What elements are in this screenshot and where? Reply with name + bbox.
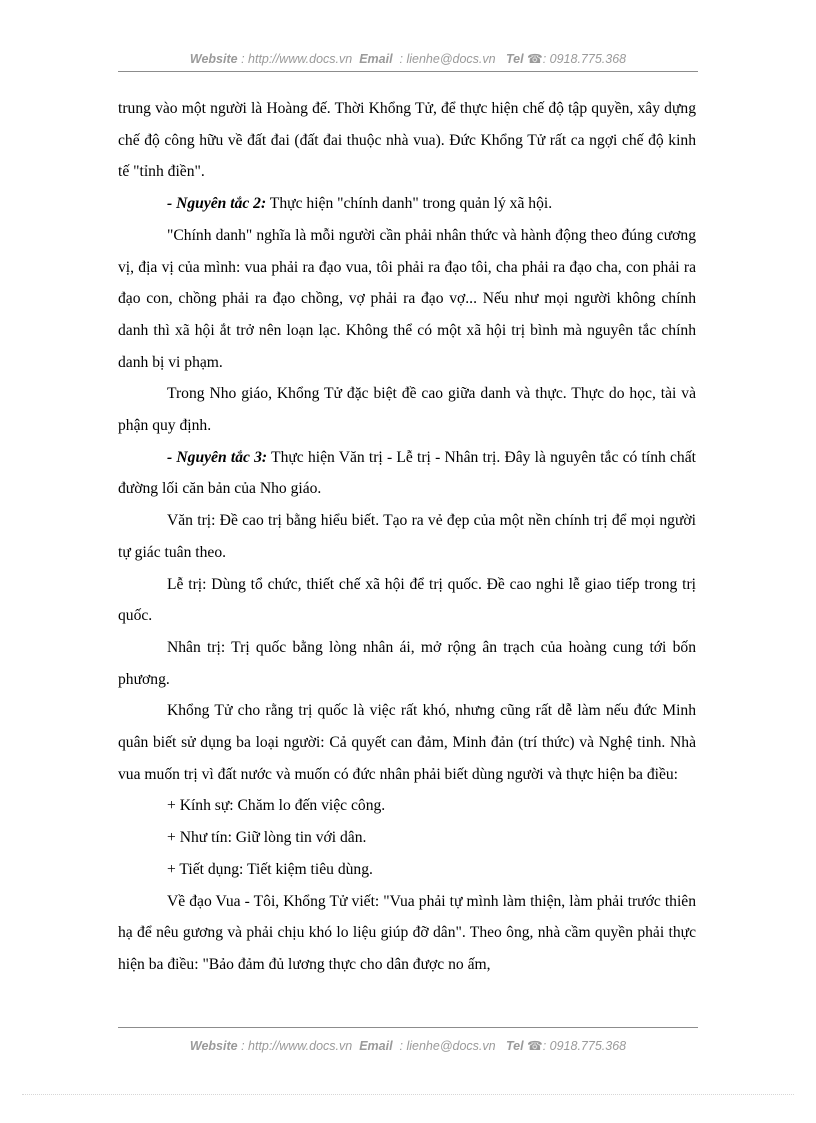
- footer-tel-label: Tel: [506, 1039, 524, 1053]
- principle-3-label: - Nguyên tắc 3:: [167, 448, 268, 466]
- footer-email-link[interactable]: : lienhe@docs.vn: [399, 1039, 496, 1053]
- footer-website-link[interactable]: : http://www.docs.vn: [241, 1039, 353, 1053]
- paragraph: trung vào một người là Hoàng đế. Thời Khổng Tử, để thực hiện chế độ tập quyền, xây dựng chế độ công hữu về đất đai (đất đai thuộc nhà vua). Đức Khổng Tử rất ca ngợi chế độ kinh tế "tỉnh điền".: [118, 100, 696, 181]
- list-item: + Như tín: Giữ lòng tin với dân.: [167, 829, 367, 847]
- principle-2-label: - Nguyên tắc 2:: [167, 195, 267, 213]
- footer-divider: [118, 1027, 698, 1028]
- principle-3-text: Thực hiện Văn trị - Lễ trị - Nhân trị. Đây là nguyên tắc có tính chất đường lối căn bản của Nho giáo.: [118, 448, 696, 498]
- header-website-label: Website: [189, 52, 238, 66]
- header-email-label: Email: [359, 52, 393, 66]
- paragraph: Về đạo Vua - Tôi, Khổng Tử viết: "Vua phải tự mình làm thiện, làm phải trước thiên hạ để nêu gương và phải chịu khó lo liệu giúp đỡ dân". Theo ông, nhà cầm quyền phải thực hiện ba điều: "Bảo đảm đủ lương thực cho dân được no ấm,: [118, 892, 696, 973]
- page-header: [118, 51, 698, 66]
- paragraph: Lễ trị: Dùng tổ chức, thiết chế xã hội để trị quốc. Đề cao nghi lễ giao tiếp trong trị quốc.: [118, 575, 696, 625]
- footer-website-label: Website: [189, 1039, 238, 1053]
- paragraph: Văn trị: Đề cao trị bằng hiểu biết. Tạo ra vẻ đẹp của một nền chính trị để mọi người tự giác tuân theo.: [118, 512, 696, 561]
- principle-2-paragraph: [118, 188, 696, 220]
- paragraph: Trong Nho giáo, Khổng Tử đặc biệt đề cao giữa danh và thực. Thực do học, tài và phận quy định.: [118, 385, 696, 435]
- phone-icon: ☎: [527, 52, 543, 66]
- header-website-link[interactable]: : http://www.docs.vn: [241, 52, 353, 66]
- header-email-link[interactable]: : lienhe@docs.vn: [399, 52, 496, 66]
- principle-2-text: Thực hiện "chính danh" trong quản lý xã hội.: [266, 195, 553, 213]
- paragraph: "Chính danh" nghĩa là mỗi người cần phải nhân thức và hành động theo đúng cương vị, địa vị của mình: vua phải ra đạo vua, tôi phải ra đạo tôi, cha phải ra đạo cha, con phải ra đạo con, chồng phải ra đạo chồng, vợ phải ra đạo vợ... Nếu như mọi người không chính danh thì xã hội ắt trở nên loạn lạc. Không thể có một xã hội trị bình mà nguyên tắc chính danh bị vi phạm.: [118, 226, 696, 371]
- footer-email-label: Email: [359, 1039, 393, 1053]
- page-bottom-dotted-border: [22, 1094, 794, 1095]
- list-item: + Tiết dụng: Tiết kiệm tiêu dùng.: [167, 860, 373, 878]
- header-tel-label: Tel: [506, 52, 524, 66]
- principle-3-paragraph: [118, 442, 696, 505]
- header-tel-value: : 0918.775.368: [542, 52, 627, 66]
- paragraph: Nhân trị: Trị quốc bằng lòng nhân ái, mở rộng ân trạch của hoàng cung tới bốn phương.: [118, 638, 696, 688]
- paragraph: Khổng Tử cho rằng trị quốc là việc rất khó, nhưng cũng rất dễ làm nếu đức Minh quân biết sử dụng ba loại người: Cả quyết can đảm, Minh đản (trí thức) và Nghệ tinh. Nhà vua muốn trị vì đất nước và muốn có đức nhân phải biết dùng người và thực hiện ba điều:: [118, 702, 696, 783]
- phone-icon: ☎: [527, 1039, 543, 1053]
- document-body: [118, 93, 696, 981]
- footer-tel-value: : 0918.775.368: [542, 1039, 627, 1053]
- header-divider: [118, 71, 698, 72]
- page-footer: [118, 1038, 698, 1053]
- list-item: + Kính sự: Chăm lo đến việc công.: [167, 797, 386, 815]
